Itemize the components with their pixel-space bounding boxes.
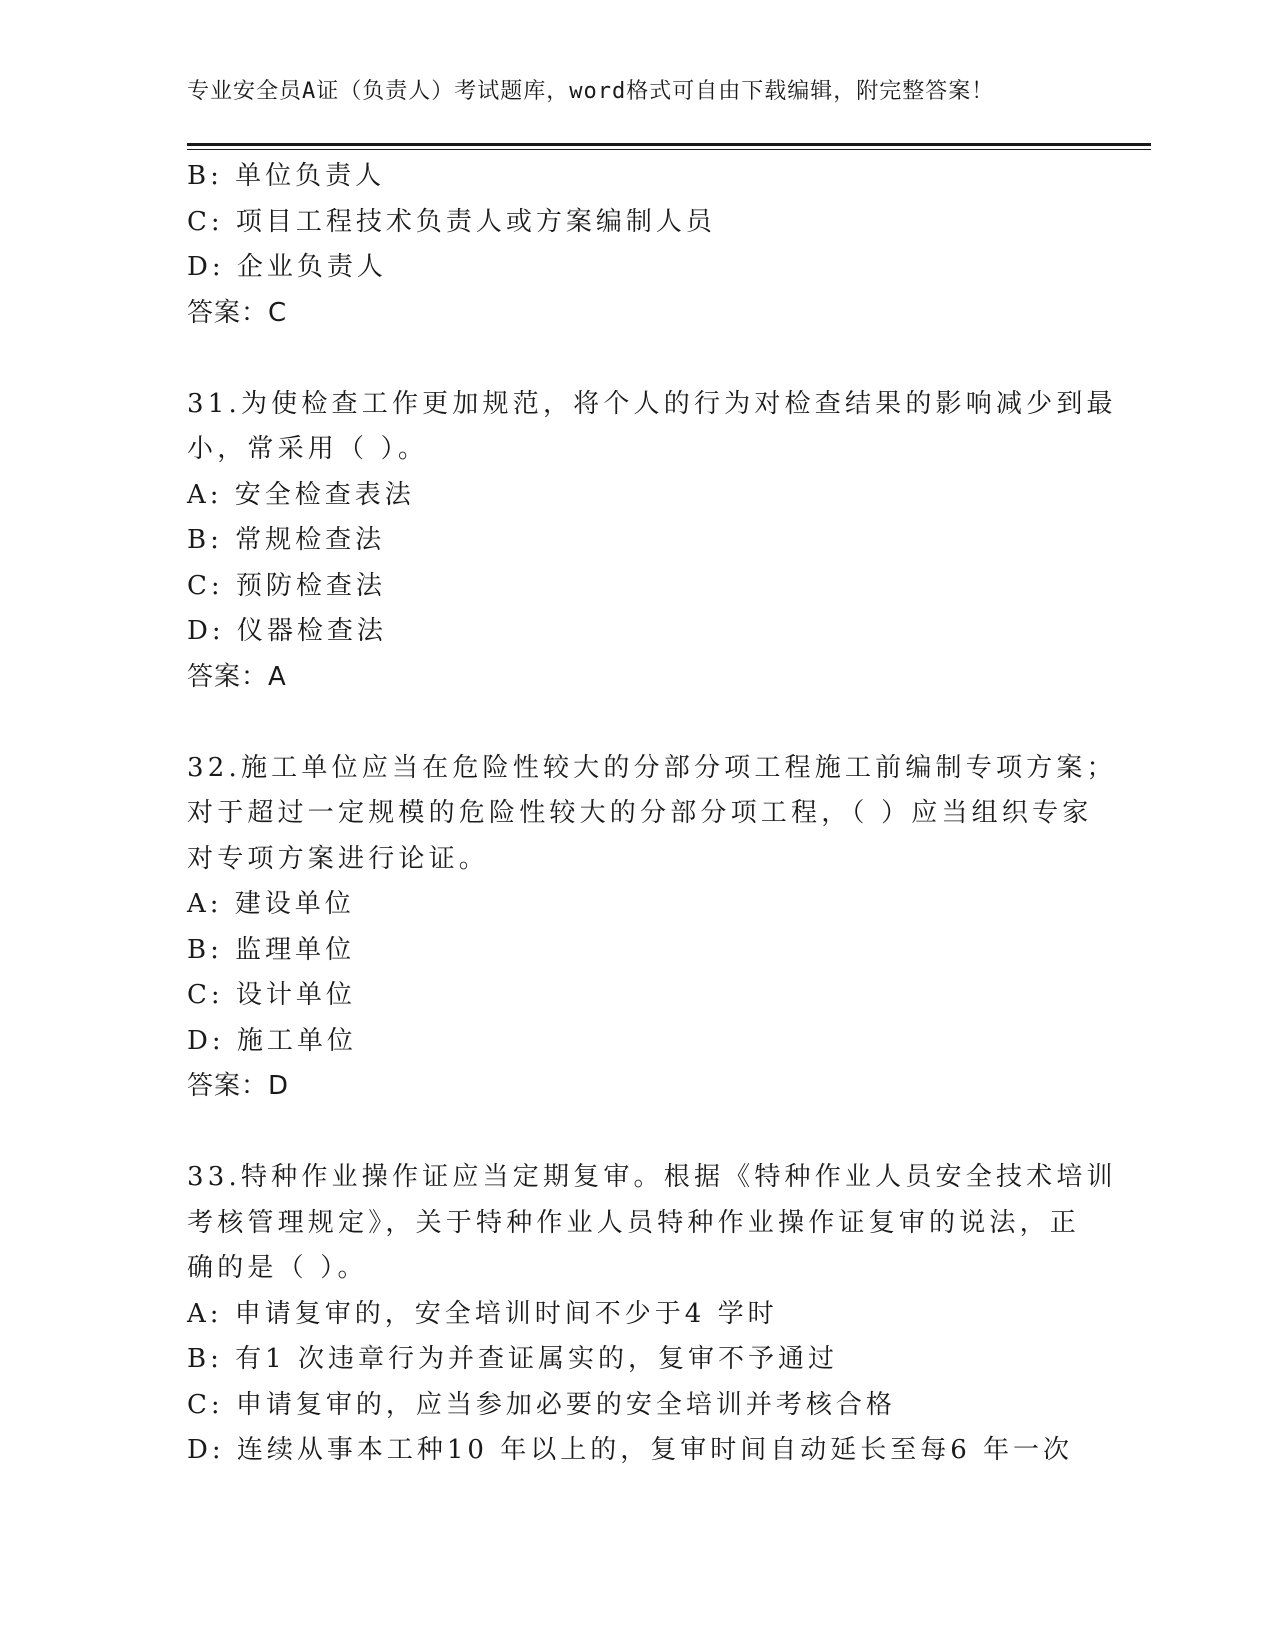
option-line: D: 企业负责人: [187, 252, 387, 282]
header-rule-thin: [187, 149, 1151, 150]
question-33: [187, 1155, 1117, 1474]
option-line: B: 有1 次违章行为并查证属实的，复审不予通过: [187, 1344, 838, 1374]
option-line: C: 预防检查法: [187, 570, 386, 601]
block-gap: [187, 1110, 1077, 1156]
stem-line: 小，常采用（ ）。: [187, 434, 429, 464]
block-gap: [187, 700, 1077, 746]
option-line: D: 仪器检查法: [187, 616, 387, 646]
option-line: A: 安全检查表法: [187, 479, 415, 510]
option-line: C: 设计单位: [187, 980, 356, 1010]
question-stem: [187, 746, 1117, 883]
answer-line: 答案：A: [187, 661, 287, 692]
option-line: B: 监理单位: [187, 934, 356, 965]
stem-line: 33.特种作业操作证应当定期复审。根据《特种作业人员安全技术培训: [187, 1162, 1117, 1192]
stem-line: 对于超过一定规模的危险性较大的分部分项工程，（ ）应当组织专家: [187, 798, 1093, 828]
stem-line: 确的是（ ）。: [187, 1253, 368, 1283]
question-stem: [187, 382, 1117, 473]
answer-line: 答案：D: [187, 1071, 290, 1101]
option-line: D: 连续从事本工种10 年以上的，复审时间自动延长至每6 年一次: [187, 1435, 1074, 1465]
page-header: 专业安全员A证（负责人）考试题库，word格式可自由下载编辑，附完整答案！: [187, 79, 995, 104]
question-31: [187, 382, 1117, 701]
stem-line: 32.施工单位应当在危险性较大的分部分项工程施工前编制专项方案；: [187, 752, 1117, 783]
option-line: B: 单位负责人: [187, 161, 386, 191]
block-gap: [187, 336, 1077, 382]
stem-line: 31.为使检查工作更加规范，将个人的行为对检查结果的影响减少到最: [187, 388, 1117, 419]
option-line: A: 建设单位: [187, 889, 355, 919]
stem-line: 考核管理规定》，关于特种作业人员特种作业操作证复审的说法，正: [187, 1207, 1081, 1238]
option-line: B: 常规检查法: [187, 525, 386, 555]
header-rule-thick: [187, 143, 1151, 146]
question-stem: [187, 1155, 1117, 1292]
carryover-block: [187, 154, 1077, 336]
option-line: A: 申请复审的，安全培训时间不少于4 学时: [187, 1298, 778, 1329]
answer-line: 答案：C: [187, 297, 288, 328]
option-line: D: 施工单位: [187, 1025, 357, 1056]
option-line: C: 申请复审的，应当参加必要的安全培训并考核合格: [187, 1389, 896, 1420]
document-content: [187, 154, 1117, 1474]
option-line: C: 项目工程技术负责人或方案编制人员: [187, 206, 716, 237]
question-32: [187, 746, 1117, 1110]
stem-line: 对专项方案进行论证。: [187, 843, 490, 874]
